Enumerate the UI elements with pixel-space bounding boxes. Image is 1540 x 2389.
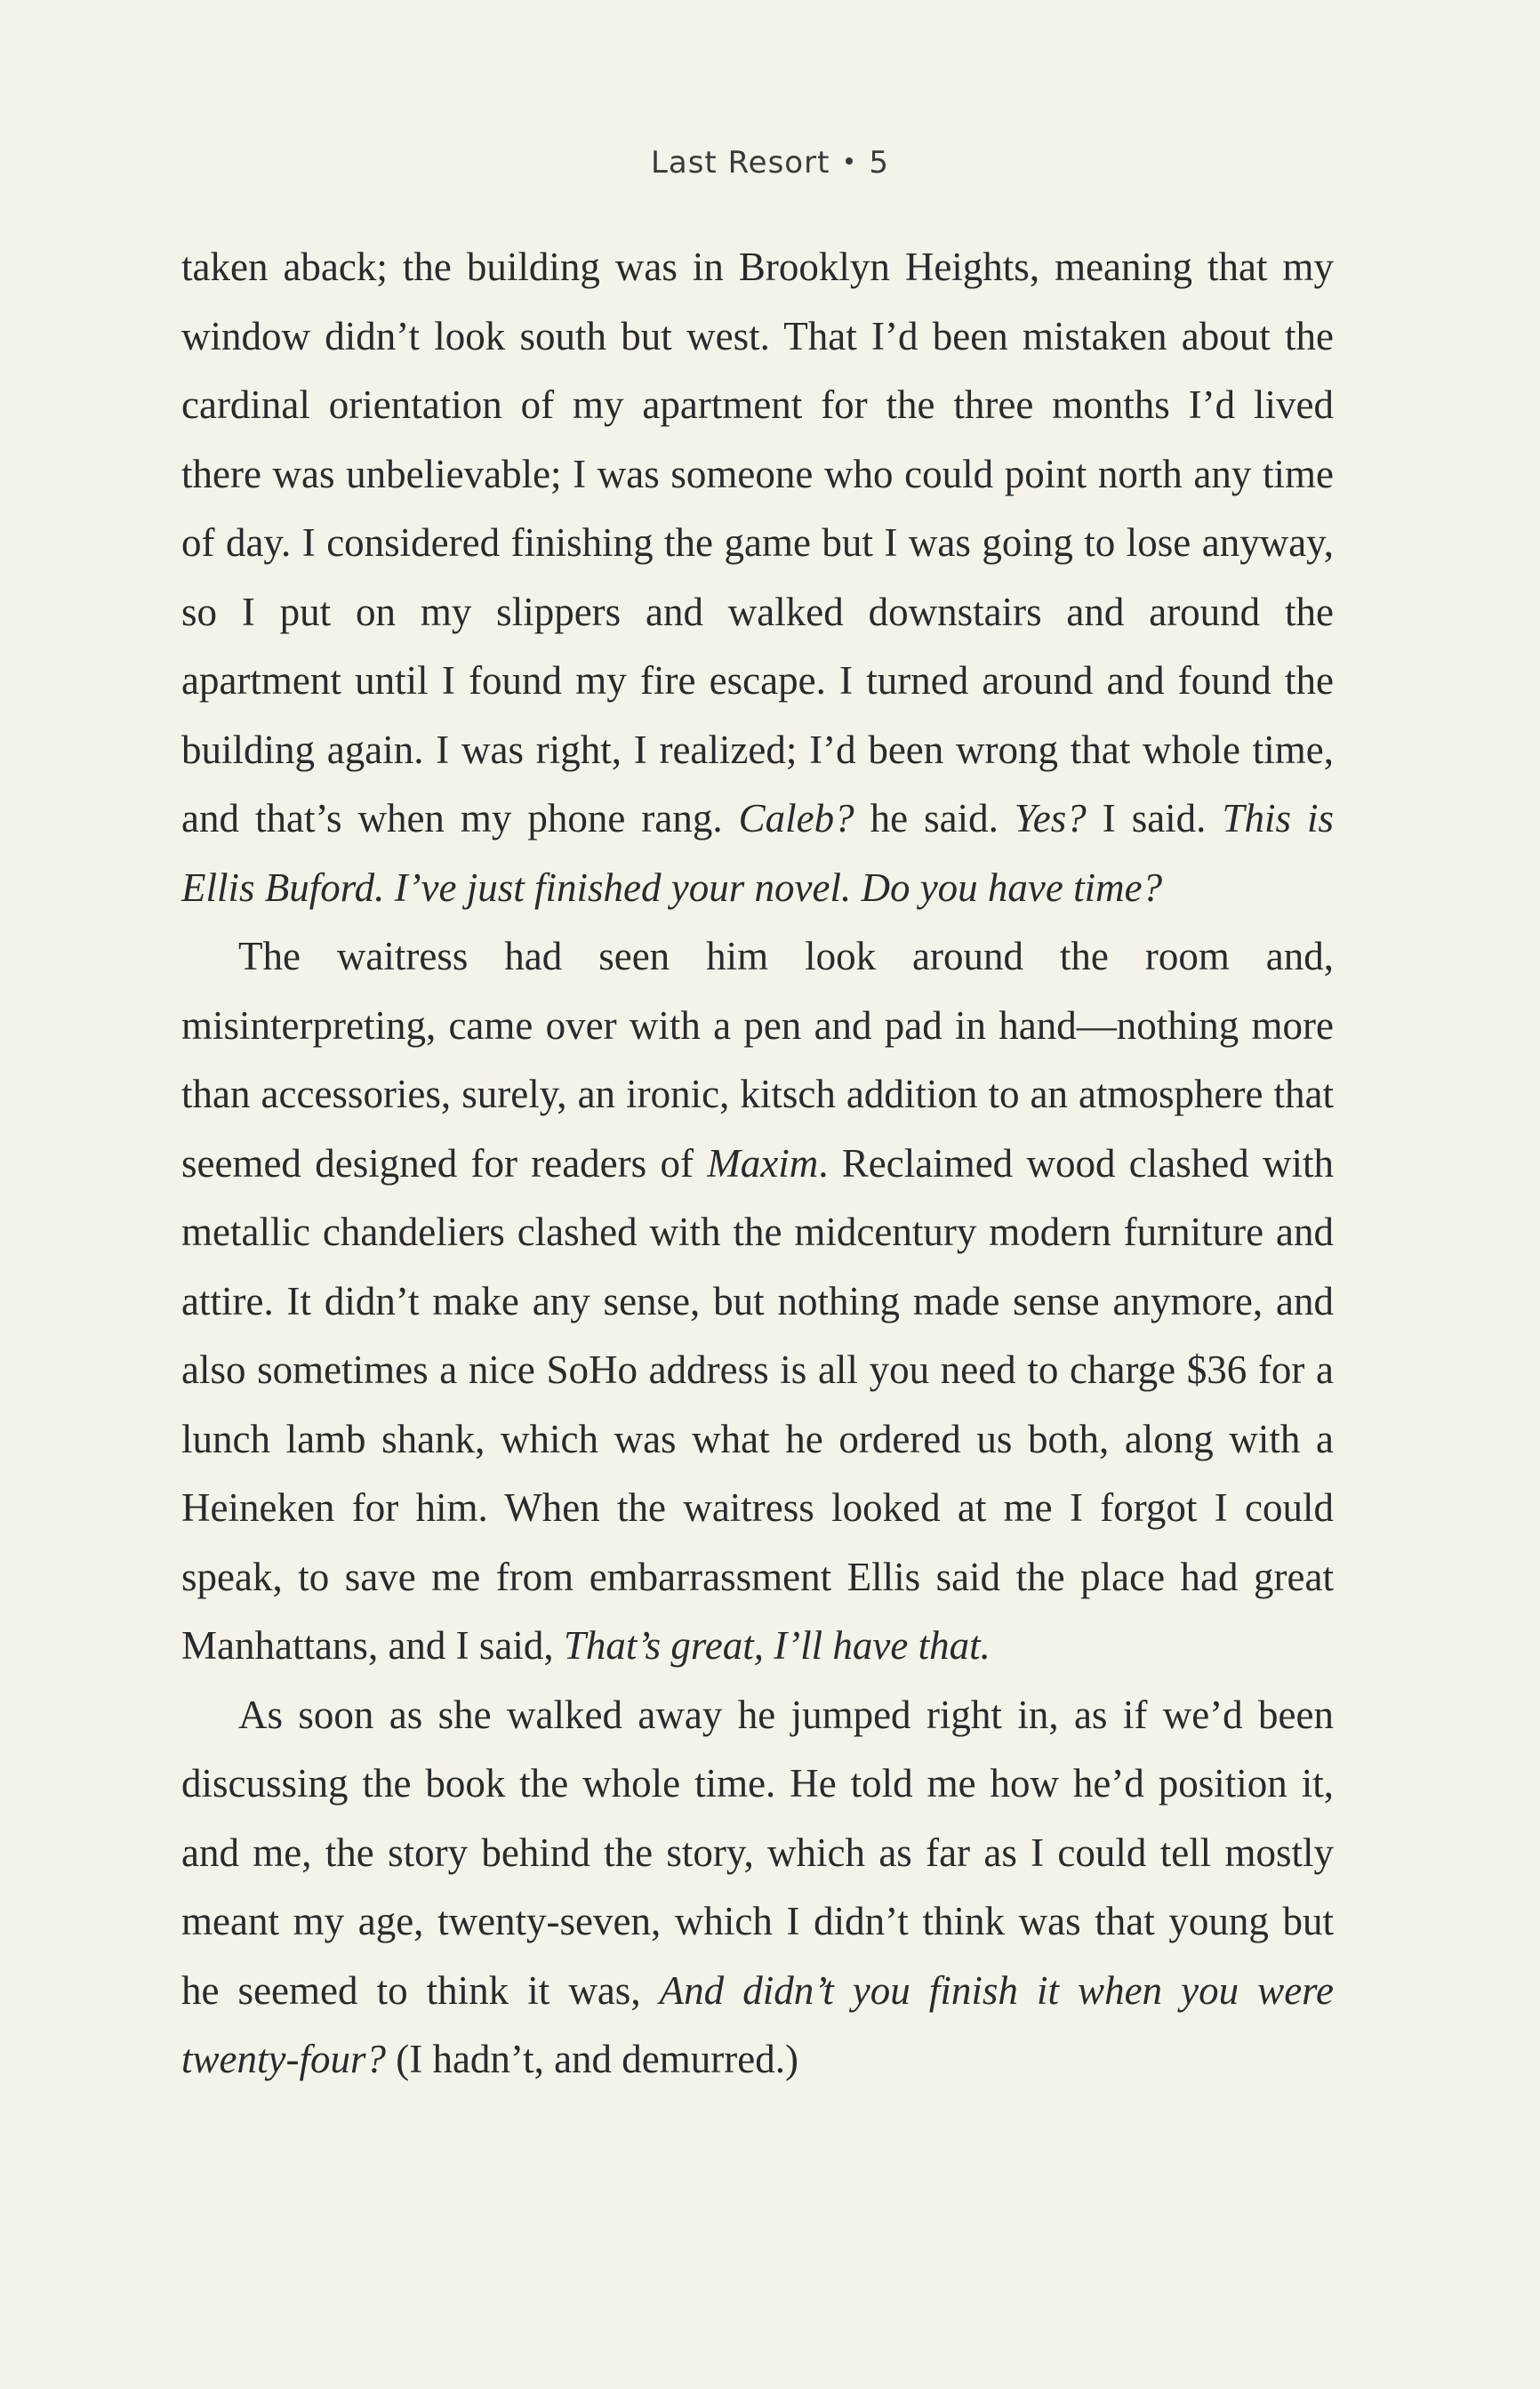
running-header bbox=[0, 145, 1540, 181]
text-segment: The waitress had seen him look around the room and, misinterpreting, came over with a pen and pad in hand—nothing more than accessories, surely, an ironic, kitsch addition to an atmosphere that seemed designed for readers of bbox=[181, 934, 1334, 1186]
paragraph-continued bbox=[181, 233, 1334, 922]
text-segment: (I hadn’t, and demurred.) bbox=[385, 2037, 798, 2081]
text-segment: . Reclaimed wood clashed with metallic chandeliers clashed with the midcentury modern furniture and attire. It didn’t make any sense, but nothing made sense anymore, and also sometimes a nice SoHo address is all you need to charge $36 for a lunch lamb shank, which was what he ordered us both, along with a Heineken for him. When the waitress looked at me I forgot I could speak, to save me from embarrassment Ellis said the place had great Manhattans, and I said, bbox=[181, 1140, 1334, 1668]
running-title: Last Resort bbox=[650, 145, 830, 181]
body-text bbox=[181, 233, 1334, 2095]
separator-dot bbox=[846, 157, 853, 165]
text-segment-italic: This is Ellis Buford. I’ve just finished your novel. Do you have time? bbox=[181, 796, 1334, 910]
page-number: 5 bbox=[869, 145, 890, 181]
paragraph bbox=[181, 1681, 1334, 2095]
text-segment: I said. bbox=[1086, 796, 1223, 841]
text-segment: he said. bbox=[854, 796, 1015, 841]
paragraph bbox=[181, 922, 1334, 1681]
text-segment-italic: That’s great, I’ll have that. bbox=[563, 1623, 991, 1668]
text-segment: taken aback; the building was in Brooklyn Heights, meaning that my window didn’t look south but west. That I’d been mistaken about the cardinal orientation of my apartment for the three months I’d lived there was unbelievable; I was someone who could point north any time of day. I considered finishing the game but I was going to lose anyway, so I put on my slippers and walked downstairs and around the apartment until I found my fire escape. I turned around and found the building again. I was right, I realized; I’d been wrong that whole time, and that’s when my phone rang. bbox=[181, 245, 1334, 841]
text-segment-italic: Yes? bbox=[1014, 796, 1087, 841]
text-segment-italic: Maxim bbox=[707, 1140, 819, 1186]
text-segment-italic: Caleb? bbox=[738, 796, 854, 841]
text-segment-italic: And didn’t you finish it when you were twenty-four? bbox=[181, 1967, 1334, 2081]
text-segment: As soon as she walked away he jumped right in, as if we’d been discussing the book the whole time. He told me how he’d position it, and me, the story behind the story, which as far as I could tell mostly meant my age, twenty-seven, which I didn’t think was that young but he seemed to think it was, bbox=[181, 1692, 1334, 2013]
